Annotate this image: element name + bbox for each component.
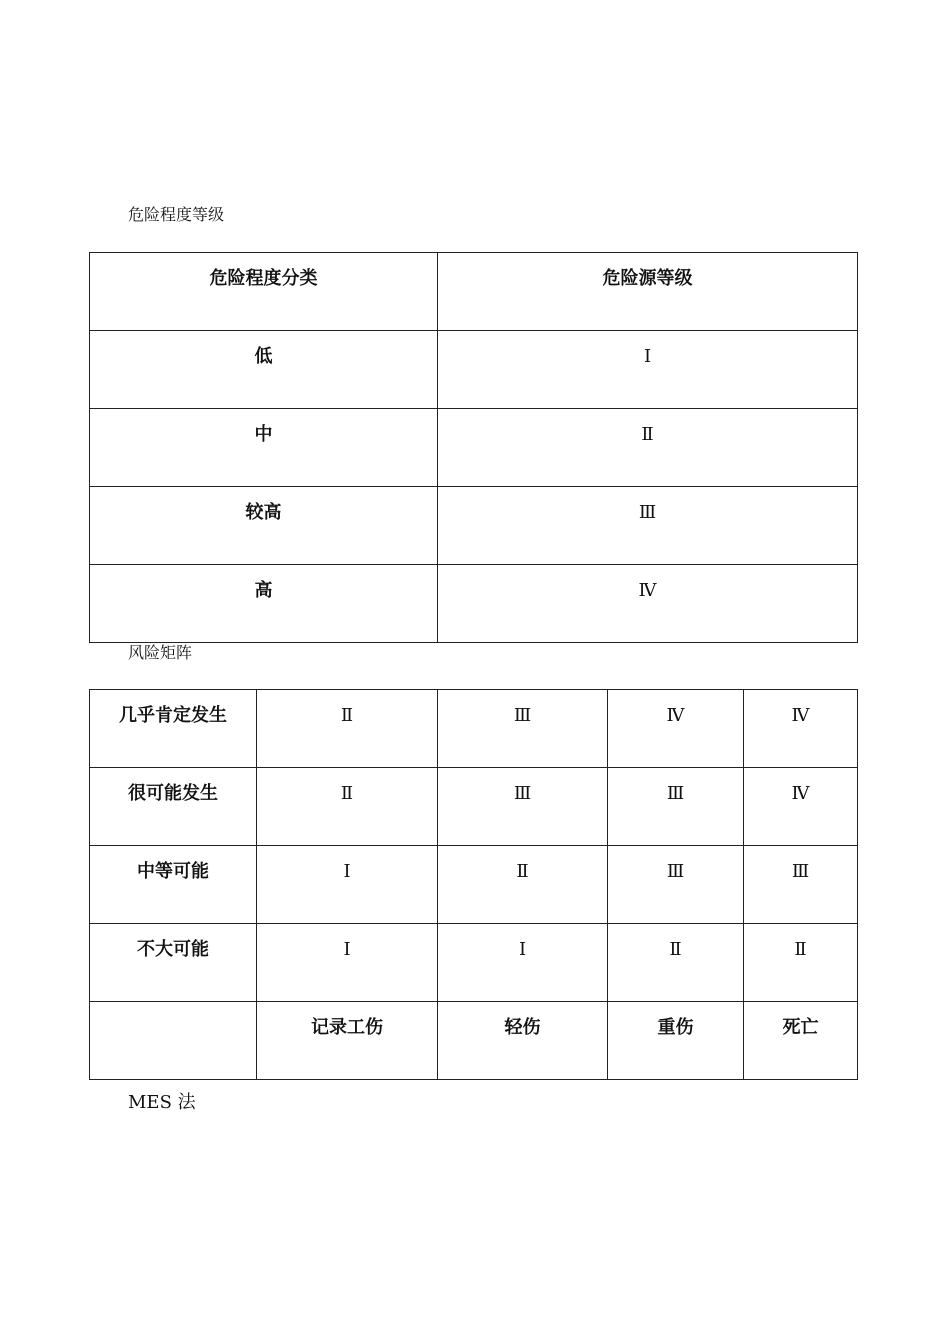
likelihood-cell: 不大可能 [90,924,257,1002]
matrix-cell: Ⅲ [438,690,608,768]
table-row [90,565,858,643]
consequence-cell: 记录工伤 [257,1002,438,1080]
grade-cell: Ⅰ [438,331,858,409]
risk-matrix-table [89,689,858,1080]
grade-cell: Ⅲ [438,487,858,565]
matrix-cell: Ⅰ [257,846,438,924]
consequence-row [90,1002,858,1080]
consequence-cell: 重伤 [608,1002,744,1080]
matrix-cell: Ⅳ [744,690,858,768]
matrix-cell: Ⅱ [257,768,438,846]
matrix-cell: Ⅲ [744,846,858,924]
table-row [90,768,858,846]
matrix-cell: Ⅲ [608,846,744,924]
category-cell: 低 [90,331,438,409]
matrix-cell: Ⅳ [744,768,858,846]
level-table-caption: 危险程度等级 [128,205,225,224]
table-header-row [90,253,858,331]
table-row [90,409,858,487]
mes-method-heading: MES 法 [128,1092,196,1113]
category-cell: 较高 [90,487,438,565]
table-row [90,846,858,924]
category-cell: 中 [90,409,438,487]
hazard-level-table [89,252,858,643]
matrix-table-caption: 风险矩阵 [128,643,193,662]
likelihood-cell: 几乎肯定发生 [90,690,257,768]
empty-corner-cell [90,1002,257,1080]
matrix-cell: Ⅱ [257,690,438,768]
header-cell-grade: 危险源等级 [438,253,858,331]
matrix-cell: Ⅳ [608,690,744,768]
matrix-cell: Ⅲ [438,768,608,846]
matrix-cell: Ⅱ [438,846,608,924]
matrix-cell: Ⅰ [257,924,438,1002]
consequence-cell: 轻伤 [438,1002,608,1080]
table-row [90,331,858,409]
header-cell-category: 危险程度分类 [90,253,438,331]
grade-cell: Ⅱ [438,409,858,487]
table-row [90,924,858,1002]
likelihood-cell: 很可能发生 [90,768,257,846]
table-row [90,487,858,565]
matrix-cell: Ⅲ [608,768,744,846]
grade-cell: Ⅳ [438,565,858,643]
category-cell: 高 [90,565,438,643]
matrix-cell: Ⅱ [608,924,744,1002]
table-row [90,690,858,768]
likelihood-cell: 中等可能 [90,846,257,924]
matrix-cell: Ⅱ [744,924,858,1002]
consequence-cell: 死亡 [744,1002,858,1080]
matrix-cell: Ⅰ [438,924,608,1002]
